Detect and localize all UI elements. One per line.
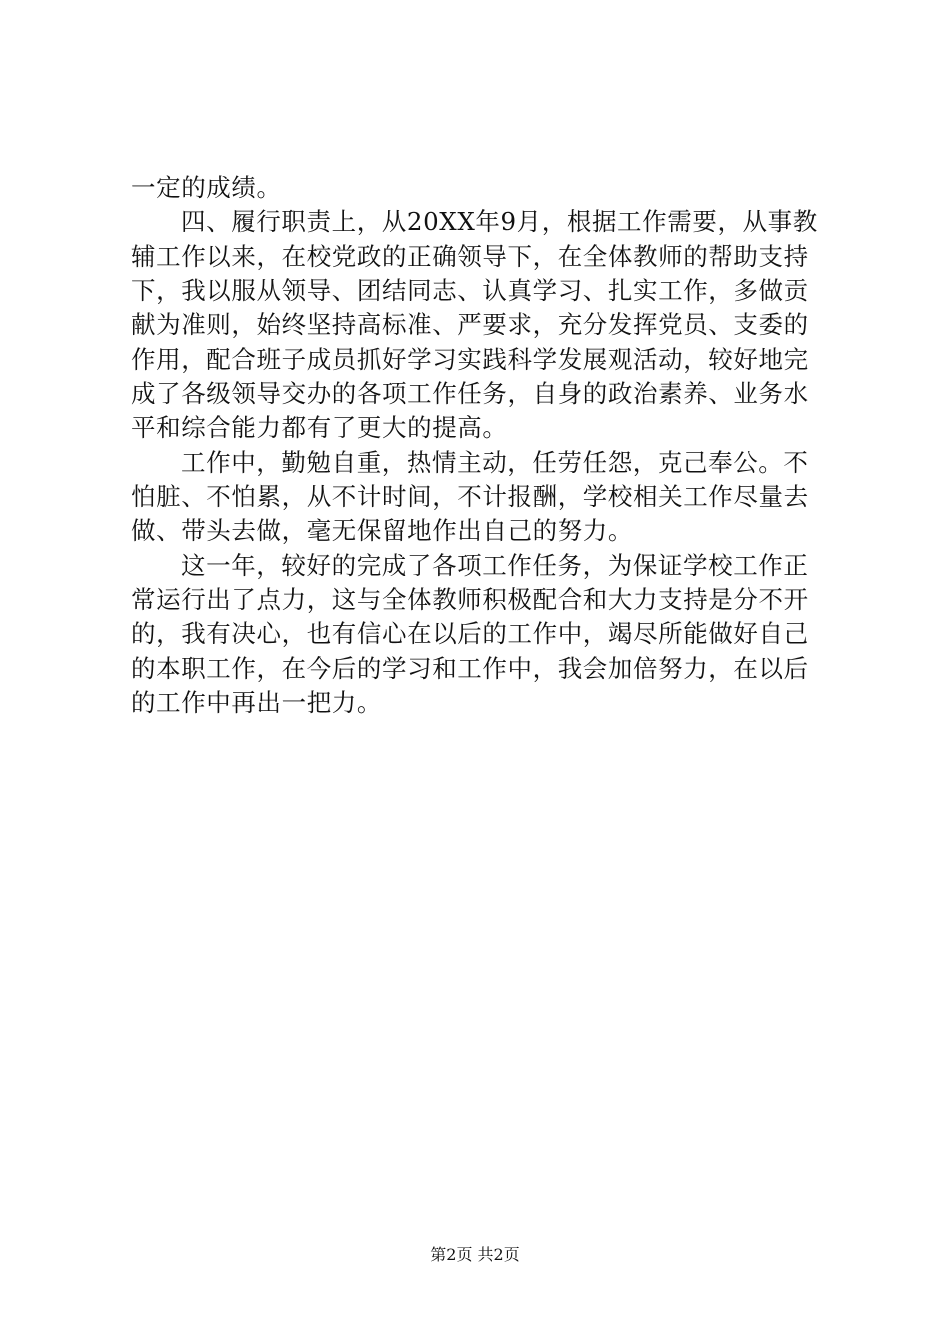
text-line: 的，我有决心，也有信心在以后的工作中，竭尽所能做好自己 [131, 619, 809, 648]
text-line: 作用，配合班子成员抓好学习实践科学发展观活动，较好地完 [131, 345, 809, 374]
text-line: 做、带头去做，毫无保留地作出自己的努力。 [131, 516, 633, 545]
text-line: 平和综合能力都有了更大的提高。 [131, 413, 508, 442]
page-footer: 第2页 共2页 [430, 1245, 520, 1264]
text-line: 献为准则，始终坚持高标准、严要求，充分发挥党员、支委的 [131, 310, 809, 339]
text-line: 下，我以服从领导、团结同志、认真学习、扎实工作，多做贡 [131, 276, 809, 305]
text-line: 怕脏、不怕累，从不计时间，不计报酬，学校相关工作尽量去 [131, 482, 809, 511]
text-line: 一定的成绩。 [131, 173, 282, 202]
paragraph-first-line: 这一年，较好的完成了各项工作任务，为保证学校工作正 [181, 551, 809, 580]
paragraph-first-line: 四、履行职责上，从20XX年9月，根据工作需要，从事教 [181, 207, 818, 236]
text-line: 的工作中再出一把力。 [131, 688, 382, 717]
text-line: 的本职工作，在今后的学习和工作中，我会加倍努力，在以后 [131, 654, 809, 683]
text-line: 常运行出了点力，这与全体教师积极配合和大力支持是分不开 [131, 585, 809, 614]
paragraph-first-line: 工作中，勤勉自重，热情主动，任劳任怨，克己奉公。不 [181, 448, 809, 477]
text-line: 辅工作以来，在校党政的正确领导下，在全体教师的帮助支持 [131, 242, 809, 271]
text-line: 成了各级领导交办的各项工作任务，自身的政治素养、业务水 [131, 379, 809, 408]
